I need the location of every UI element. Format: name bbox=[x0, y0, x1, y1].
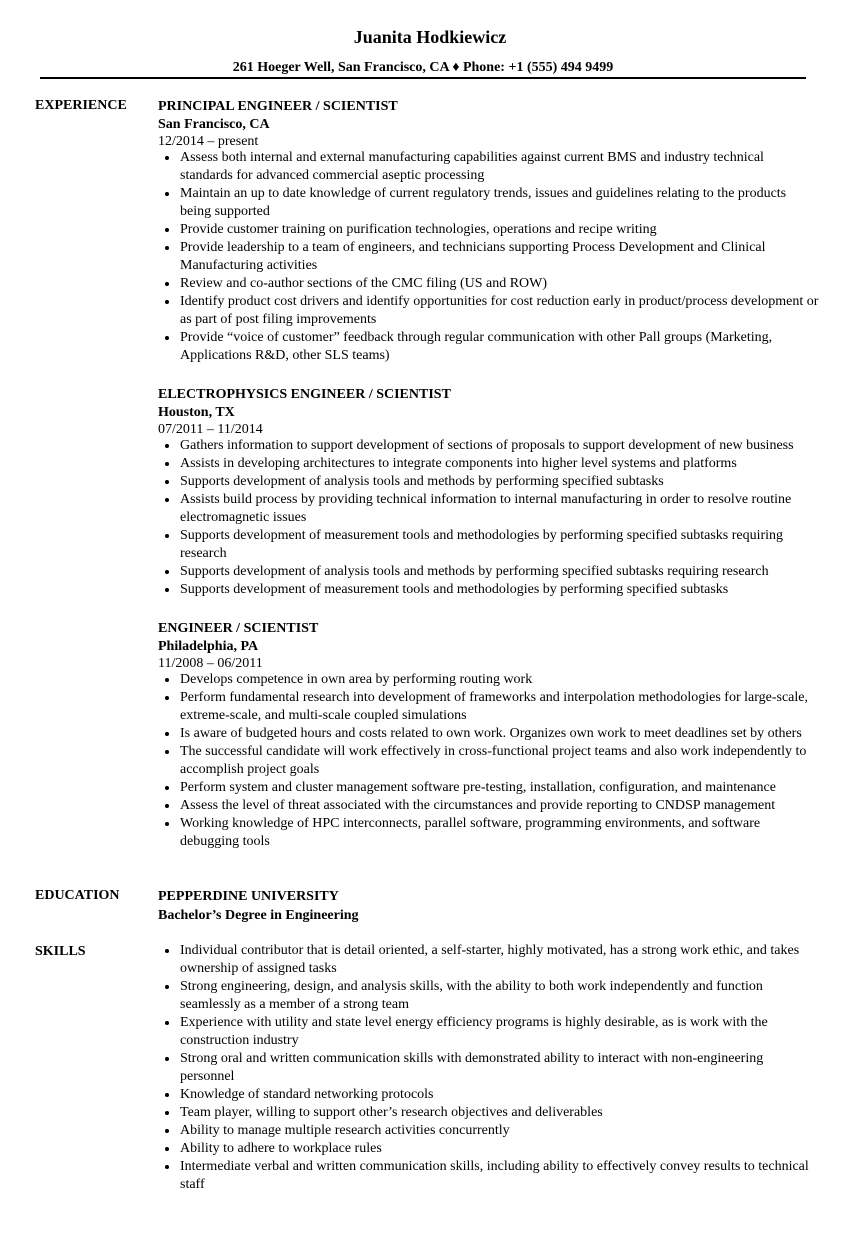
job-location: Houston, TX bbox=[158, 405, 235, 420]
header-divider bbox=[40, 77, 806, 79]
bullet-item: Assists in developing architectures to integrate components into higher level systems and platforms bbox=[158, 455, 820, 473]
job-title: ENGINEER / SCIENTIST bbox=[158, 621, 319, 636]
bullet-item: Maintain an up to date knowledge of current regulatory trends, issues and guidelines relating to the products being supported bbox=[158, 185, 820, 221]
skill-item: Individual contributor that is detail oriented, a self-starter, highly motivated, has a strong work ethic, and takes ownership of assigned tasks bbox=[158, 942, 820, 978]
skill-item: Intermediate verbal and written communication skills, including ability to effectively convey results to technical staff bbox=[158, 1158, 820, 1194]
skill-item: Ability to manage multiple research activities concurrently bbox=[158, 1122, 820, 1140]
job-bullets bbox=[158, 437, 820, 599]
education-section bbox=[0, 887, 860, 926]
bullet-item: Supports development of measurement tools and methodologies by performing specified subtasks requiring research bbox=[158, 527, 820, 563]
bullet-item: Gathers information to support development of sections of proposals to support development of new business bbox=[158, 437, 820, 455]
bullet-item: Identify product cost drivers and identify opportunities for cost reduction early in product/process development or as part of post filing improvements bbox=[158, 293, 820, 329]
bullet-item: Supports development of measurement tools and methodologies by performing specified subtasks bbox=[158, 581, 820, 599]
section-label-experience: EXPERIENCE bbox=[35, 98, 127, 113]
job-dates: 12/2014 – present bbox=[158, 134, 259, 149]
job-entry bbox=[158, 97, 820, 365]
job-entry bbox=[158, 385, 820, 599]
section-label-education: EDUCATION bbox=[35, 888, 120, 903]
resume-content bbox=[0, 97, 860, 1194]
skill-item: Strong oral and written communication skills with demonstrated ability to interact with non-engineering personnel bbox=[158, 1050, 820, 1086]
bullet-item: Perform system and cluster management software pre-testing, installation, configuration, and maintenance bbox=[158, 779, 820, 797]
skills-section bbox=[0, 942, 860, 1194]
bullet-item: Assess the level of threat associated with the circumstances and provide reporting to CNDSP management bbox=[158, 797, 820, 815]
bullet-item: Provide customer training on purification technologies, operations and recipe writing bbox=[158, 221, 820, 239]
education-degree: Bachelor’s Degree in Engineering bbox=[158, 908, 359, 923]
bullet-item: Working knowledge of HPC interconnects, parallel software, programming environments, and software debugging tools bbox=[158, 815, 820, 851]
experience-section bbox=[0, 97, 860, 871]
bullet-item: Review and co-author sections of the CMC filing (US and ROW) bbox=[158, 275, 820, 293]
bullet-item: Develops competence in own area by performing routing work bbox=[158, 671, 820, 689]
skill-item: Knowledge of standard networking protocols bbox=[158, 1086, 820, 1104]
job-title: ELECTROPHYSICS ENGINEER / SCIENTIST bbox=[158, 387, 451, 402]
experience-body bbox=[158, 97, 820, 871]
bullet-item: Assess both internal and external manufacturing capabilities against current BMS and industry technical standards for advanced commercial aseptic processing bbox=[158, 149, 820, 185]
candidate-name: Juanita Hodkiewicz bbox=[353, 27, 507, 47]
bullet-item: Is aware of budgeted hours and costs related to own work. Organizes own work to meet deadlines set by others bbox=[158, 725, 820, 743]
education-school: PEPPERDINE UNIVERSITY bbox=[158, 889, 339, 904]
skill-item: Strong engineering, design, and analysis skills, with the ability to both work independently and function seamlessly as a member of a strong team bbox=[158, 978, 820, 1014]
job-dates: 07/2011 – 11/2014 bbox=[158, 422, 263, 437]
bullet-item: Supports development of analysis tools and methods by performing specified subtasks bbox=[158, 473, 820, 491]
job-entry bbox=[158, 619, 820, 851]
skill-item: Ability to adhere to workplace rules bbox=[158, 1140, 820, 1158]
job-dates: 11/2008 – 06/2011 bbox=[158, 656, 263, 671]
skill-item: Experience with utility and state level energy efficiency programs is highly desirable, as is work with the construction industry bbox=[158, 1014, 820, 1050]
bullet-item: The successful candidate will work effectively in cross-functional project teams and also work independently to accomplish project goals bbox=[158, 743, 820, 779]
bullet-item: Provide leadership to a team of engineers, and technicians supporting Process Development and Clinical Manufacturing activities bbox=[158, 239, 820, 275]
education-body bbox=[158, 887, 820, 926]
job-title: PRINCIPAL ENGINEER / SCIENTIST bbox=[158, 99, 398, 114]
skill-item: Team player, willing to support other’s research objectives and deliverables bbox=[158, 1104, 820, 1122]
skills-body bbox=[158, 942, 820, 1194]
bullet-item: Supports development of analysis tools and methods by performing specified subtasks requiring research bbox=[158, 563, 820, 581]
skills-list bbox=[158, 942, 820, 1194]
job-bullets bbox=[158, 671, 820, 851]
section-label-skills: SKILLS bbox=[35, 944, 86, 959]
bullet-item: Perform fundamental research into development of frameworks and interpolation methodologies for large-scale, extreme-scale, and multi-scale coupled simulations bbox=[158, 689, 820, 725]
job-location: Philadelphia, PA bbox=[158, 639, 259, 654]
job-bullets bbox=[158, 149, 820, 365]
bullet-item: Provide “voice of customer” feedback through regular communication with other Pall groups (Marketing, Applications R&D, other SLS teams) bbox=[158, 329, 820, 365]
job-location: San Francisco, CA bbox=[158, 117, 270, 132]
bullet-item: Assists build process by providing technical information to internal manufacturing in order to resolve routine electromagnetic issues bbox=[158, 491, 820, 527]
contact-line: 261 Hoeger Well, San Francisco, CA ♦ Phone: +1 (555) 494 9499 bbox=[232, 60, 614, 75]
